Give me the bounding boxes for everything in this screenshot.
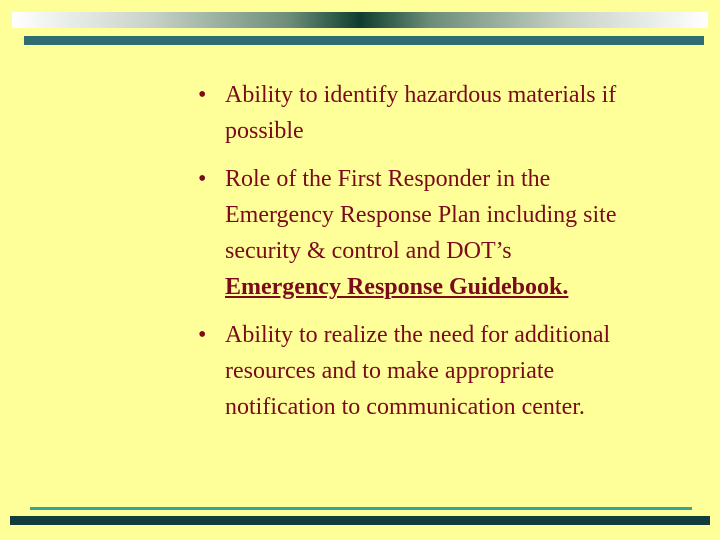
bottom-divider-line	[30, 507, 692, 510]
bullet-item-hazmat	[198, 77, 618, 149]
bullet-text: Ability to identify hazardous materials if possible	[225, 82, 617, 144]
bullet-marker: •	[198, 166, 207, 192]
bullet-item-resources	[198, 317, 618, 425]
bullet-text: Ability to realize the need for additional resources and to make appropriate notification to communication center.	[225, 322, 611, 420]
bullet-marker: •	[198, 322, 207, 348]
top-gradient-band	[12, 12, 708, 28]
bullet-marker: •	[198, 82, 207, 108]
bullet-list	[198, 77, 618, 437]
guidebook-emphasis: Emergency Response Guidebook.	[225, 274, 569, 300]
bottom-divider-bar	[10, 516, 710, 525]
bullet-text: Role of the First Responder in the Emergency Response Plan including site security & control and DOT’s	[225, 166, 617, 264]
bullet-item-first-responder	[198, 161, 618, 305]
top-divider-bar	[24, 36, 704, 45]
